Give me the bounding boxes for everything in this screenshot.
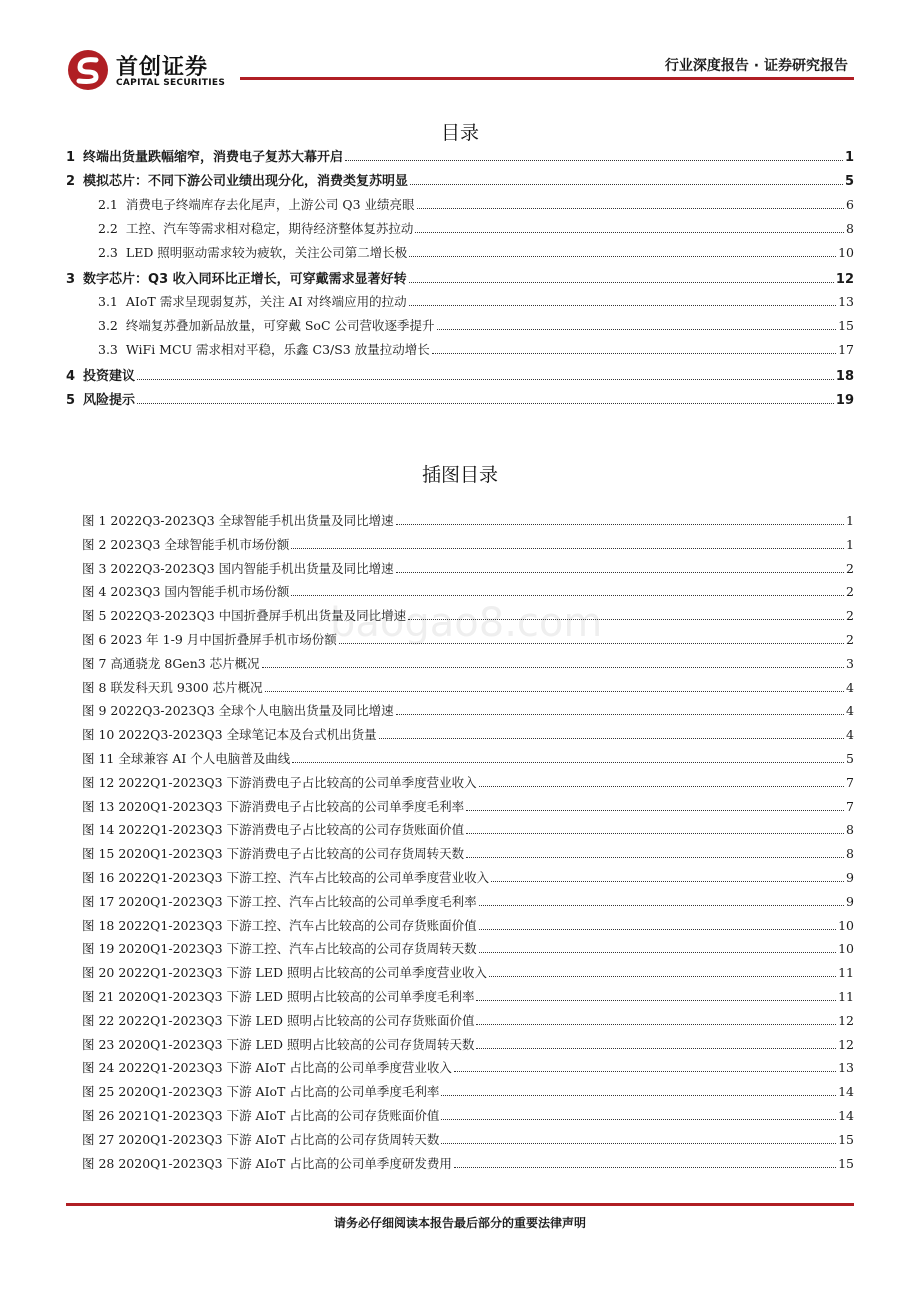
figure-entry[interactable] <box>66 820 854 842</box>
figure-entry[interactable] <box>66 749 854 771</box>
figure-entry[interactable] <box>66 916 854 938</box>
toc-entry-title: 投资建议 <box>83 368 136 384</box>
header-divider <box>240 77 854 80</box>
dot-leader <box>410 183 843 185</box>
company-logo <box>66 48 256 92</box>
figure-entry[interactable] <box>66 963 854 985</box>
figure-entry-title: 图 13 2020Q1-2023Q3 下游消费电子占比较高的公司单季度毛利率 <box>82 798 465 814</box>
dot-leader <box>454 1166 836 1168</box>
figure-entry[interactable] <box>66 1154 854 1176</box>
figure-entry[interactable] <box>66 844 854 866</box>
toc-entry-number: 4 <box>66 368 76 384</box>
dot-leader <box>466 809 844 811</box>
dot-leader <box>137 378 834 380</box>
figure-entry-title: 图 23 2020Q1-2023Q3 下游 LED 照明占比较高的公司存货周转天数 <box>82 1036 475 1052</box>
figure-entry[interactable] <box>66 511 854 533</box>
figure-entry[interactable] <box>66 535 854 557</box>
dot-leader <box>454 1070 836 1072</box>
dot-leader <box>476 999 836 1001</box>
dot-leader <box>432 352 836 354</box>
figure-entry-title: 图 8 联发科天玑 9300 芯片概况 <box>82 679 263 695</box>
figure-entry-page: 9 <box>846 893 854 909</box>
toc-entry-title: LED 照明驱动需求较为疲软，关注公司第二增长极 <box>125 245 408 261</box>
figure-entry-page: 10 <box>838 941 854 957</box>
dot-leader <box>396 713 844 715</box>
figure-entry[interactable] <box>66 678 854 700</box>
dot-leader <box>437 328 837 330</box>
dot-leader <box>292 761 844 763</box>
toc-entry-number: 3.3 <box>98 342 118 358</box>
figure-entry-page: 2 <box>846 632 854 647</box>
toc-entry-title: 工控、汽车等需求相对稳定，期待经济整体复苏拉动 <box>125 220 414 236</box>
footer-divider <box>66 1203 854 1206</box>
dot-leader <box>137 402 834 404</box>
dot-leader <box>441 1142 836 1144</box>
toc-entry-page: 15 <box>838 318 854 334</box>
figure-entry[interactable] <box>66 725 854 747</box>
figure-entry[interactable] <box>66 654 854 676</box>
dot-leader <box>417 207 845 209</box>
figure-entry[interactable] <box>66 987 854 1009</box>
figure-entry-title: 图 7 高通骁龙 8Gen3 芯片概况 <box>82 655 260 671</box>
figure-entry-title: 图 17 2020Q1-2023Q3 下游工控、汽车占比较高的公司单季度毛利率 <box>82 893 477 909</box>
toc-entry-page: 13 <box>838 293 854 309</box>
figure-entry[interactable] <box>66 1011 854 1033</box>
figure-entry-page: 4 <box>846 703 854 719</box>
toc-entry-page: 19 <box>835 393 854 408</box>
dot-leader <box>476 1047 836 1049</box>
figure-entry-page: 4 <box>846 727 854 743</box>
figure-entry-title: 图 28 2020Q1-2023Q3 下游 AIoT 占比高的公司单季度研发费用 <box>82 1155 452 1171</box>
toc-entry-number: 2.3 <box>98 245 118 261</box>
toc-entry-title: AIoT 需求呈现弱复苏，关注 AI 对终端应用的拉动 <box>125 293 407 309</box>
toc-title: 目录 <box>440 122 479 144</box>
figure-entry[interactable] <box>66 559 854 581</box>
toc-entry[interactable] <box>66 219 854 241</box>
figure-entry-page: 14 <box>838 1108 854 1123</box>
figure-entry-page: 12 <box>838 1036 854 1052</box>
toc-entry-number: 1 <box>66 150 76 165</box>
toc-entry[interactable] <box>66 292 854 314</box>
toc-entry[interactable] <box>66 365 854 387</box>
figure-entry-page: 10 <box>838 917 854 933</box>
dot-leader <box>379 737 844 739</box>
dot-leader <box>291 547 844 549</box>
figure-entry-title: 图 12 2022Q1-2023Q3 下游消费电子占比较高的公司单季度营业收入 <box>82 774 477 790</box>
toc-entry[interactable] <box>66 170 854 192</box>
figure-entry-title: 图 18 2022Q1-2023Q3 下游工控、汽车占比较高的公司存货账面价值 <box>82 917 477 933</box>
toc-entry-page: 17 <box>838 342 854 358</box>
toc-entry-number: 2.2 <box>98 220 118 236</box>
dot-leader <box>345 159 843 161</box>
watermark: baogao8.com <box>330 600 603 646</box>
toc-entry-page: 8 <box>846 220 854 236</box>
toc-entry[interactable] <box>66 340 854 362</box>
figure-entry-title: 图 26 2021Q1-2023Q3 下游 AIoT 占比高的公司存货账面价值 <box>82 1108 440 1123</box>
figure-entry[interactable] <box>66 868 854 890</box>
dot-leader <box>479 785 844 787</box>
figure-entry-page: 2 <box>846 584 854 600</box>
figure-entry[interactable] <box>66 773 854 795</box>
figure-entry[interactable] <box>66 797 854 819</box>
dot-leader <box>489 975 836 977</box>
figure-entry-page: 3 <box>846 655 854 671</box>
figure-entry[interactable] <box>66 939 854 961</box>
toc-entry-number: 2.1 <box>98 196 118 212</box>
figure-entry-title: 图 3 2022Q3-2023Q3 国内智能手机出货量及同比增速 <box>82 560 394 576</box>
logo-chinese-name: 首创证券 <box>116 55 209 80</box>
figure-entry-title: 图 4 2023Q3 国内智能手机市场份额 <box>82 584 290 600</box>
dot-leader <box>409 281 834 283</box>
figure-entry-page: 2 <box>846 608 854 624</box>
figure-list-title: 插图目录 <box>421 464 498 486</box>
figure-entry[interactable] <box>66 1035 854 1057</box>
dot-leader <box>396 523 844 525</box>
figure-entry-title: 图 27 2020Q1-2023Q3 下游 AIoT 占比高的公司存货周转天数 <box>82 1131 440 1147</box>
capital-securities-logo-icon <box>66 48 110 92</box>
figure-entry[interactable] <box>66 892 854 914</box>
figure-entry[interactable] <box>66 1058 854 1080</box>
figure-entry-title: 图 20 2022Q1-2023Q3 下游 LED 照明占比较高的公司单季度营业收入 <box>82 965 487 981</box>
figure-entry-page: 13 <box>838 1060 854 1076</box>
dot-leader <box>339 642 844 644</box>
figure-entry-page: 15 <box>838 1131 854 1147</box>
figure-entry-title: 图 21 2020Q1-2023Q3 下游 LED 照明占比较高的公司单季度毛利率 <box>82 989 475 1004</box>
figure-entry-title: 图 10 2022Q3-2023Q3 全球笔记本及台式机出货量 <box>82 727 377 743</box>
figure-entry[interactable] <box>66 701 854 723</box>
toc-entry-title: 模拟芯片：不同下游公司业绩出现分化，消费类复苏明显 <box>83 174 409 190</box>
figure-entry-page: 1 <box>846 513 854 528</box>
dot-leader <box>441 1118 836 1120</box>
dot-leader <box>491 880 844 882</box>
dot-leader <box>396 571 844 573</box>
legal-disclaimer: 请务必仔细阅读本报告最后部分的重要法律声明 <box>333 1216 586 1230</box>
dot-leader <box>466 832 844 834</box>
toc-entry[interactable] <box>66 195 854 217</box>
logo-english-name: CAPITAL SECURITIES <box>116 78 226 88</box>
figure-entry-title: 图 9 2022Q3-2023Q3 全球个人电脑出货量及同比增速 <box>82 703 394 719</box>
dot-leader <box>415 231 844 233</box>
figure-entry-title: 图 1 2022Q3-2023Q3 全球智能手机出货量及同比增速 <box>82 513 394 528</box>
toc-entry-page: 12 <box>835 271 854 287</box>
dot-leader <box>466 856 844 858</box>
toc-entry-title: 数字芯片：Q3 收入同环比正增长，可穿戴需求显著好转 <box>83 271 407 287</box>
figure-entry[interactable] <box>66 582 854 604</box>
figure-entry-page: 14 <box>838 1084 854 1100</box>
figure-entry-title: 图 6 2023 年 1-9 月中国折叠屏手机市场份额 <box>82 632 337 647</box>
figure-entry-page: 5 <box>846 751 854 766</box>
dot-leader <box>265 690 844 692</box>
toc-entry-page: 6 <box>846 196 854 212</box>
dot-leader <box>409 255 836 257</box>
toc-entry[interactable] <box>66 243 854 265</box>
figure-entry-page: 8 <box>846 846 854 862</box>
toc-entry-title: 风险提示 <box>83 393 136 408</box>
dot-leader <box>441 1094 836 1096</box>
figure-entry[interactable] <box>66 630 854 652</box>
toc-entry-number: 3.1 <box>98 293 118 309</box>
dot-leader <box>409 304 836 306</box>
toc-entry[interactable] <box>66 316 854 338</box>
figure-entry-title: 图 16 2022Q1-2023Q3 下游工控、汽车占比较高的公司单季度营业收入 <box>82 870 490 885</box>
figure-entry-page: 8 <box>846 822 854 838</box>
figure-entry-title: 图 14 2022Q1-2023Q3 下游消费电子占比较高的公司存货账面价值 <box>82 822 465 838</box>
dot-leader <box>479 904 844 906</box>
toc-entry-page: 5 <box>844 174 854 190</box>
figure-entry-page: 7 <box>846 798 854 814</box>
figure-entry-title: 图 24 2022Q1-2023Q3 下游 AIoT 占比高的公司单季度营业收入 <box>82 1060 452 1076</box>
dot-leader <box>262 666 844 668</box>
figure-entry-title: 图 25 2020Q1-2023Q3 下游 AIoT 占比高的公司单季度毛利率 <box>82 1084 440 1100</box>
report-type-label: 行业深度报告 · 证券研究报告 <box>664 58 848 74</box>
toc-entry-title: 终端复苏叠加新品放量，可穿戴 SoC 公司营收逐季提升 <box>125 318 435 334</box>
figure-entry-title: 图 5 2022Q3-2023Q3 中国折叠屏手机出货量及同比增速 <box>82 608 407 624</box>
dot-leader <box>291 594 844 596</box>
figure-entry-page: 2 <box>846 560 854 576</box>
figure-entry[interactable] <box>66 1106 854 1128</box>
toc-entry[interactable] <box>66 268 854 290</box>
dot-leader <box>408 618 844 620</box>
figure-entry-page: 15 <box>838 1155 854 1171</box>
page-header <box>0 0 920 100</box>
figure-entry-title: 图 19 2020Q1-2023Q3 下游工控、汽车占比较高的公司存货周转天数 <box>82 941 477 957</box>
toc-entry-title: 消费电子终端库存去化尾声，上游公司 Q3 业绩亮眼 <box>125 196 415 212</box>
figure-entry-title: 图 22 2022Q1-2023Q3 下游 LED 照明占比较高的公司存货账面价值 <box>82 1012 475 1028</box>
figure-entry-page: 12 <box>838 1012 854 1028</box>
toc-entry-number: 2 <box>66 174 76 190</box>
figure-entry[interactable] <box>66 1082 854 1104</box>
dot-leader <box>479 928 837 930</box>
figure-entry-title: 图 2 2023Q3 全球智能手机市场份额 <box>82 536 290 552</box>
toc-entry-page: 10 <box>838 245 854 261</box>
figure-entry-page: 7 <box>846 774 854 790</box>
toc-entry-page: 18 <box>835 368 854 384</box>
toc-entry-title: WiFi MCU 需求相对平稳，乐鑫 C3/S3 放量拉动增长 <box>125 342 430 358</box>
figure-entry-page: 4 <box>846 679 854 695</box>
toc-entry-number: 3 <box>66 271 76 287</box>
dot-leader <box>479 951 837 953</box>
toc-entry-page: 1 <box>844 150 854 165</box>
toc-entry[interactable] <box>66 146 854 168</box>
dot-leader <box>476 1023 836 1025</box>
figure-entry-title: 图 11 全球兼容 AI 个人电脑普及曲线 <box>82 751 291 766</box>
figure-entry-title: 图 15 2020Q1-2023Q3 下游消费电子占比较高的公司存货周转天数 <box>82 846 465 862</box>
toc-entry-number: 5 <box>66 393 76 408</box>
toc-entry-title: 终端出货量跌幅缩窄，消费电子复苏大幕开启 <box>83 150 344 165</box>
figure-entry-page: 11 <box>838 965 854 981</box>
figure-entry[interactable] <box>66 1130 854 1152</box>
figure-entry-page: 11 <box>838 989 854 1004</box>
figure-entry-page: 9 <box>846 870 854 885</box>
figure-entry-page: 1 <box>846 536 854 552</box>
figure-entry[interactable] <box>66 606 854 628</box>
toc-entry[interactable] <box>66 389 854 411</box>
toc-entry-number: 3.2 <box>98 318 118 334</box>
